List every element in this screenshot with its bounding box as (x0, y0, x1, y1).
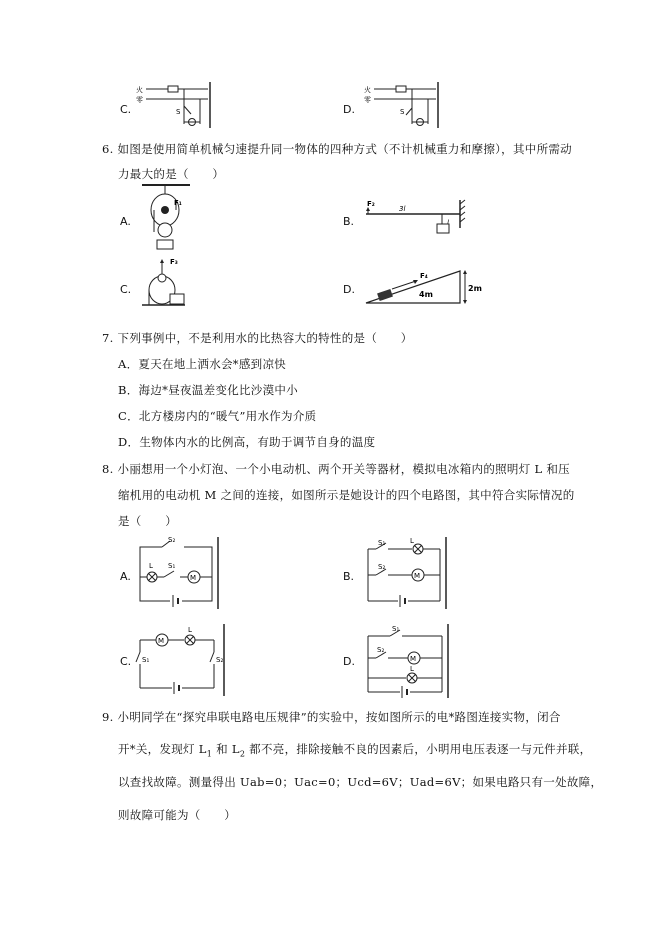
force-label: F₂ (367, 200, 375, 208)
q5-option-d-label: D. (343, 103, 355, 116)
neutral-wire-label: 零 (364, 96, 371, 104)
q6-stem-line2: 力最大的是（ ） (118, 167, 225, 181)
q8-stem-line1: 8. 小丽想用一个小灯泡、一个小电动机、两个开关等器材，模拟电冰箱内的照明灯 L 和压 (102, 462, 570, 476)
q9-line2-part-a: 开*关，发现灯 L (118, 742, 207, 756)
q7-option-a: A．夏天在地上洒水会*感到凉快 (118, 357, 287, 371)
switch-s2-label: S₂ (377, 646, 385, 654)
q5-option-c-label: C. (120, 103, 132, 116)
lamp-2-subscript: 2 (239, 749, 246, 759)
q6-pulley-figure-a (140, 182, 195, 252)
switch-s1-label: S₁ (392, 625, 400, 633)
q6-option-b-label: B. (343, 215, 355, 228)
motor-label: M (158, 637, 165, 645)
q9-line2-part-b: 和 L (216, 742, 240, 756)
length-label: 4m (419, 290, 433, 299)
q7-stem: 7. 下列事例中，不是利用水的比热容大的特性的是（ ） (102, 331, 413, 345)
length-label: l (447, 219, 449, 227)
switch-s1-label: S₁ (142, 656, 150, 664)
q6-option-d-label: D. (343, 283, 355, 296)
neutral-wire-label: 零 (136, 96, 143, 104)
q9-stem-line4: 则故障可能为（ ） (118, 808, 236, 822)
q8-circuit-figure-b (362, 537, 448, 609)
q6-stem-line1: 6. 如图是使用简单机械匀速提升同一物体的四种方式（不计机械重力和摩擦），其中所需动 (102, 142, 572, 156)
q9-stem-line3: 以查找故障。测量得出 Uab=0；Uac=0；Ucd=6V；Uad=6V；如果电路只有一处故障， (118, 775, 603, 789)
switch-s2-label: S₂ (168, 537, 176, 544)
q9-stem-line1: 9. 小明同学在“探究串联电路电压规律”的实验中，按如图所示的电*路图连接实物，闭合 (102, 710, 561, 724)
motor-label: M (414, 572, 421, 580)
lamp-1-subscript: 1 (206, 749, 213, 759)
q6-option-a-label: A. (120, 215, 131, 228)
q8-option-b-label: B. (343, 570, 355, 583)
q8-option-c-label: C. (120, 655, 132, 668)
force-label: F₃ (170, 258, 178, 266)
lamp-label: L (410, 665, 414, 673)
switch-s2-label: S₂ (378, 563, 386, 571)
fire-wire-label: 火 (136, 86, 143, 94)
force-label: F₁ (174, 199, 182, 207)
q5-circuit-figure-d (364, 82, 444, 128)
q6-incline-figure-d (364, 265, 489, 309)
lamp-label: L (149, 562, 153, 570)
q6-lever-figure-b (364, 198, 476, 238)
lamp-label: L (188, 626, 192, 634)
q7-option-d: D．生物体内水的比例高，有助于调节自身的温度 (118, 435, 376, 449)
q8-circuit-figure-a (134, 537, 220, 609)
q6-option-c-label: C. (120, 283, 132, 296)
motor-label: M (410, 655, 417, 663)
q7-option-c: C．北方楼房内的“暖气”用水作为介质 (118, 409, 317, 423)
q9-stem-line2 (118, 742, 591, 761)
q8-circuit-figure-d (362, 624, 452, 698)
q9-line2-part-c: 都不亮，排除接触不良的因素后，小明用电压表逐一与元件并联， (249, 742, 592, 756)
q7-option-b: B．海边*昼夜温差变化比沙漠中小 (118, 383, 298, 397)
switch-s1-label: S₁ (168, 562, 176, 570)
length-label: 3l (399, 205, 406, 213)
q8-circuit-figure-c (134, 624, 226, 696)
fire-wire-label: 火 (364, 86, 371, 94)
height-label: 2m (468, 284, 482, 293)
q8-option-a-label: A. (120, 570, 131, 583)
lamp-label: L (410, 537, 414, 545)
switch-s2-label: S₂ (216, 656, 224, 664)
force-label: F₄ (420, 272, 428, 280)
switch-s1-label: S₁ (378, 539, 386, 547)
q8-option-d-label: D. (343, 655, 355, 668)
q8-stem-line3: 是（ ） (118, 514, 177, 528)
switch-label: S (176, 108, 181, 116)
motor-label: M (190, 574, 197, 582)
q8-stem-line2: 缩机用的电动机 M 之间的连接，如图所示是她设计的四个电路图，其中符合实际情况的 (118, 488, 575, 502)
q5-circuit-figure-c (136, 82, 216, 128)
switch-label: S (400, 108, 405, 116)
q6-pulley-figure-c (140, 256, 200, 308)
